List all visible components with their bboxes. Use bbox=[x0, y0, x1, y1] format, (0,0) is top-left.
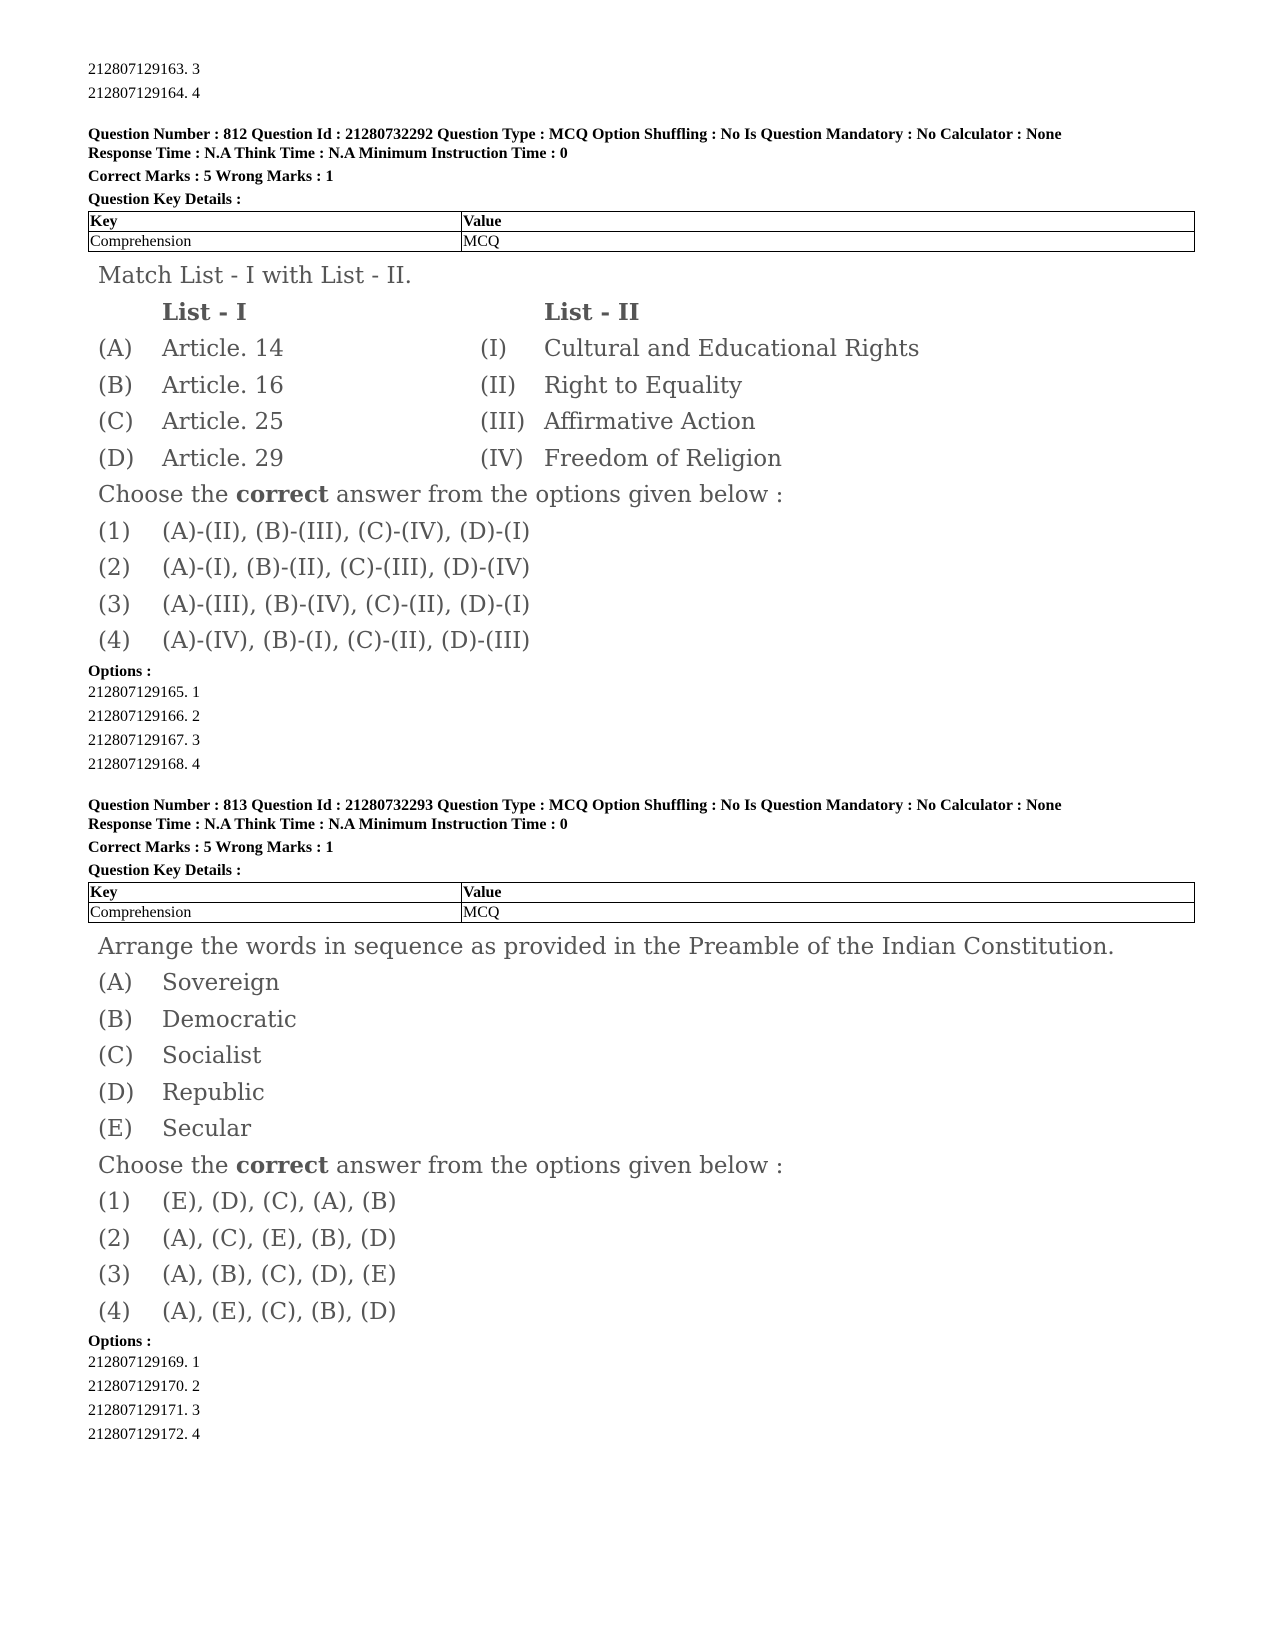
question-meta-line: Question Number : 812 Question Id : 21280732292 Question Type : MCQ Option Shuffling : No Is Question Mandatory : No Calculator : None bbox=[88, 126, 1062, 143]
instruction-text: answer from the options given below : bbox=[335, 1152, 784, 1179]
answer-text: (E), (D), (C), (A), (B) bbox=[162, 1189, 397, 1215]
match-pair-row bbox=[98, 441, 1188, 478]
instruction-text: answer from the options given below : bbox=[335, 482, 784, 508]
item-letter: (D) bbox=[98, 1079, 135, 1106]
pair-list-1-item: Article. 29 bbox=[162, 445, 284, 472]
option-line: 212807129172. 4 bbox=[88, 1426, 200, 1443]
pair-list-2-item: Cultural and Educational Rights bbox=[544, 336, 920, 362]
table-cell-value: MCQ bbox=[462, 232, 1195, 252]
choose-instruction bbox=[98, 477, 1188, 514]
pair-letter: (D) bbox=[98, 445, 135, 472]
item-letter: (C) bbox=[98, 1043, 134, 1069]
option-line: 212807129168. 4 bbox=[88, 755, 200, 773]
option-line: 212807129170. 2 bbox=[88, 1378, 200, 1395]
answer-text: (A), (B), (C), (D), (E) bbox=[162, 1262, 397, 1288]
pair-list-1-item: Article. 16 bbox=[162, 372, 284, 399]
list-1-header: List - I bbox=[162, 298, 247, 326]
answer-choice bbox=[98, 1257, 1188, 1294]
answer-choice bbox=[98, 587, 1188, 624]
option-line: 212807129171. 3 bbox=[88, 1402, 200, 1419]
item-text: Sovereign bbox=[162, 970, 280, 996]
option-line: 212807129166. 2 bbox=[88, 707, 200, 725]
answer-number: (1) bbox=[98, 1189, 131, 1215]
sequence-item bbox=[98, 965, 1188, 1002]
pair-list-2-item: Freedom of Religion bbox=[544, 445, 782, 472]
sequence-item bbox=[98, 1075, 1188, 1112]
answer-number: (3) bbox=[98, 591, 131, 618]
answer-text: (A)-(II), (B)-(III), (C)-(IV), (D)-(I) bbox=[162, 518, 531, 545]
question-meta-line: Response Time : N.A Think Time : N.A Minimum Instruction Time : 0 bbox=[88, 145, 568, 162]
answer-choice bbox=[98, 1221, 1188, 1258]
pair-roman: (IV) bbox=[480, 445, 524, 472]
answer-number: (2) bbox=[98, 1225, 131, 1252]
answer-choice bbox=[98, 1184, 1188, 1221]
table-header-key: Key bbox=[89, 882, 462, 902]
table-cell-key: Comprehension bbox=[89, 232, 462, 252]
list-2-header: List - II bbox=[544, 298, 640, 326]
table-header-row bbox=[89, 212, 1195, 232]
pair-list-2-item: Right to Equality bbox=[544, 372, 743, 399]
answer-choice bbox=[98, 514, 1188, 551]
option-line: 212807129163. 3 bbox=[88, 61, 200, 78]
item-text: Democratic bbox=[162, 1006, 297, 1033]
question-stem: Match List - I with List - II. bbox=[98, 263, 412, 289]
question-812 bbox=[88, 125, 1188, 777]
table-cell-value: MCQ bbox=[462, 902, 1195, 922]
options-label: Options : bbox=[88, 662, 152, 680]
question-marks: Correct Marks : 5 Wrong Marks : 1 bbox=[88, 168, 334, 185]
table-row bbox=[89, 902, 1195, 922]
answer-text: (A)-(III), (B)-(IV), (C)-(II), (D)-(I) bbox=[162, 591, 531, 618]
option-line: 212807129167. 3 bbox=[88, 731, 200, 749]
answer-number: (2) bbox=[98, 555, 131, 581]
instruction-text: Choose the bbox=[98, 1152, 229, 1179]
answer-choice bbox=[98, 623, 1188, 660]
pair-list-1-item: Article. 14 bbox=[162, 336, 284, 362]
match-pair-row bbox=[98, 368, 1188, 405]
answer-text: (A)-(I), (B)-(II), (C)-(III), (D)-(IV) bbox=[162, 555, 531, 581]
question-key-table bbox=[88, 882, 1195, 923]
question-meta-line: Question Number : 813 Question Id : 21280732293 Question Type : MCQ Option Shuffling : No Is Question Mandatory : No Calculator : None bbox=[88, 796, 1062, 814]
sequence-item bbox=[98, 1038, 1188, 1075]
answer-number: (3) bbox=[98, 1262, 131, 1288]
question-key-details-label: Question Key Details : bbox=[88, 191, 242, 208]
pair-list-2-item: Affirmative Action bbox=[544, 409, 756, 435]
answer-number: (1) bbox=[98, 518, 131, 545]
pair-letter: (B) bbox=[98, 372, 133, 399]
sequence-item bbox=[98, 1111, 1188, 1148]
item-text: Secular bbox=[162, 1116, 252, 1142]
item-letter: (E) bbox=[98, 1116, 133, 1142]
answer-text: (A), (E), (C), (B), (D) bbox=[162, 1298, 397, 1325]
answer-choice bbox=[98, 1294, 1188, 1331]
question-image bbox=[88, 258, 1188, 660]
item-text: Socialist bbox=[162, 1043, 262, 1069]
pair-letter: (A) bbox=[98, 336, 133, 362]
instruction-bold: correct bbox=[235, 481, 329, 508]
instruction-text: Choose the bbox=[98, 482, 229, 508]
options-label: Options : bbox=[88, 1333, 152, 1350]
option-line: 212807129164. 4 bbox=[88, 85, 200, 102]
pair-letter: (C) bbox=[98, 409, 134, 435]
table-cell-key: Comprehension bbox=[89, 902, 462, 922]
document-page bbox=[88, 58, 1188, 1447]
question-meta-line: Response Time : N.A Think Time : N.A Minimum Instruction Time : 0 bbox=[88, 815, 568, 833]
pair-list-1-item: Article. 25 bbox=[162, 409, 284, 435]
table-header-key: Key bbox=[89, 212, 462, 232]
instruction-bold: correct bbox=[235, 1151, 329, 1179]
question-stem: Arrange the words in sequence as provided in the Preamble of the Indian Constitution. bbox=[98, 933, 1115, 960]
question-marks: Correct Marks : 5 Wrong Marks : 1 bbox=[88, 838, 334, 856]
table-header-value: Value bbox=[462, 882, 1195, 902]
previous-question-options bbox=[88, 58, 1188, 106]
question-key-table bbox=[88, 211, 1195, 252]
pair-roman: (I) bbox=[480, 336, 508, 362]
match-pair-row bbox=[98, 404, 1188, 441]
answer-number: (4) bbox=[98, 1298, 131, 1325]
choose-instruction bbox=[98, 1148, 1188, 1185]
pair-roman: (III) bbox=[480, 409, 526, 435]
match-pair-row bbox=[98, 331, 1188, 368]
list-headers bbox=[98, 295, 1188, 332]
table-row bbox=[89, 232, 1195, 252]
item-letter: (B) bbox=[98, 1006, 133, 1033]
option-line: 212807129169. 1 bbox=[88, 1354, 200, 1371]
table-header-value: Value bbox=[462, 212, 1195, 232]
sequence-item bbox=[98, 1002, 1188, 1039]
answer-choice bbox=[98, 550, 1188, 587]
table-header-row bbox=[89, 882, 1195, 902]
answer-text: (A), (C), (E), (B), (D) bbox=[162, 1225, 397, 1252]
answer-number: (4) bbox=[98, 628, 131, 654]
question-813 bbox=[88, 796, 1188, 1448]
item-text: Republic bbox=[162, 1079, 265, 1106]
question-image bbox=[88, 929, 1188, 1331]
question-key-details-label: Question Key Details : bbox=[88, 861, 242, 879]
answer-text: (A)-(IV), (B)-(I), (C)-(II), (D)-(III) bbox=[162, 628, 531, 654]
pair-roman: (II) bbox=[480, 372, 517, 399]
option-line: 212807129165. 1 bbox=[88, 683, 200, 701]
item-letter: (A) bbox=[98, 970, 133, 996]
